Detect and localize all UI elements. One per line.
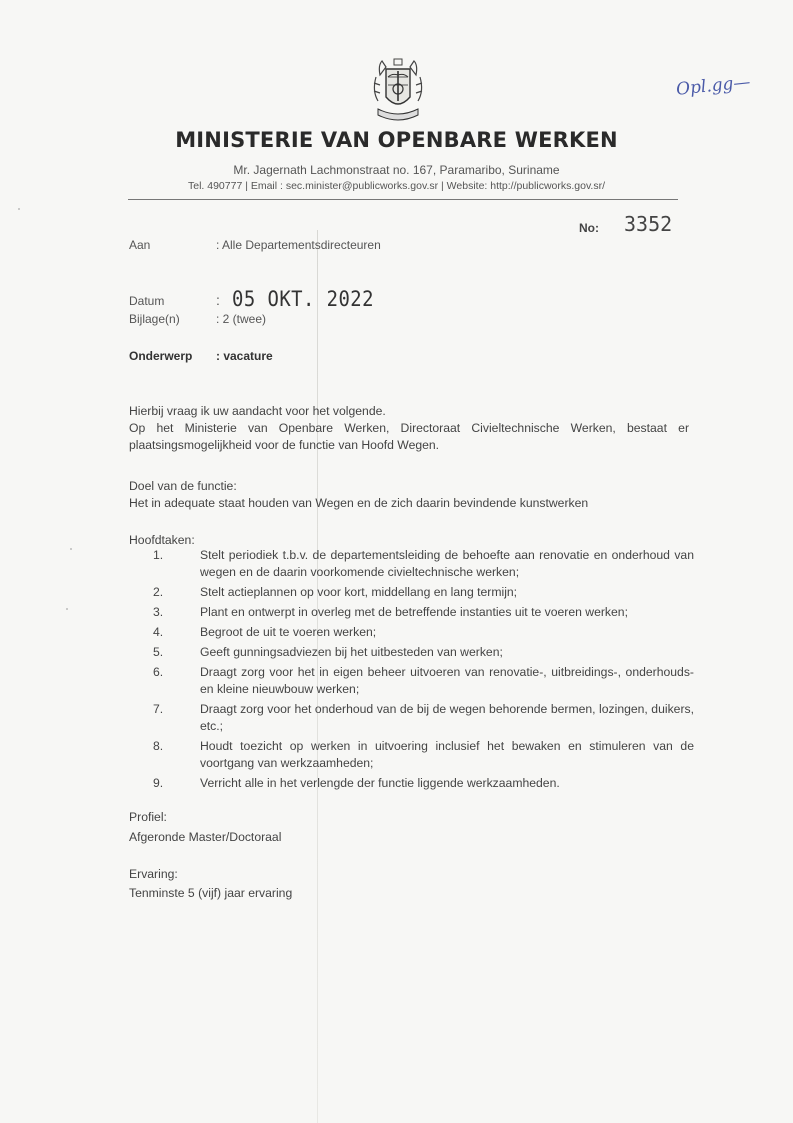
reference-number: 3352 bbox=[624, 212, 673, 236]
experience-text: Tenminste 5 (vijf) jaar ervaring bbox=[129, 886, 293, 900]
task-item: 7. Draagt zorg voor het onderhoud van de bij de wegen behorende bermen, lozingen, duikers, etc.; bbox=[153, 702, 694, 733]
scan-speck bbox=[70, 548, 72, 550]
coat-of-arms-icon bbox=[368, 57, 428, 127]
task-item: 4. Begroot de uit te voeren werken; bbox=[153, 625, 377, 639]
date-label: Datum bbox=[129, 294, 165, 308]
reference-label: No: bbox=[579, 221, 599, 235]
subject-label: Onderwerp bbox=[129, 349, 193, 363]
purpose-text: Het in adequate staat houden van Wegen en de zich daarin bevindende kunstwerken bbox=[129, 496, 589, 510]
profile-heading: Profiel: bbox=[129, 810, 167, 824]
to-value: : Alle Departementsdirecteuren bbox=[216, 238, 381, 252]
experience-heading: Ervaring: bbox=[129, 867, 178, 881]
tasks-heading: Hoofdtaken: bbox=[129, 533, 195, 547]
date-colon: : bbox=[216, 292, 220, 308]
scan-speck bbox=[18, 208, 20, 210]
task-item: 2. Stelt actieplannen op voor kort, middellang en lang termijn; bbox=[153, 585, 518, 599]
task-item: 3. Plant en ontwerpt in overleg met de betreffende instanties uit te voeren werken; bbox=[153, 605, 628, 619]
intro-line-1: Hierbij vraag ik uw aandacht voor het volgende. bbox=[129, 404, 386, 418]
to-label: Aan bbox=[129, 238, 151, 252]
task-item: 5. Geeft gunningsadviezen bij het uitbesteden van werken; bbox=[153, 645, 503, 659]
scan-speck bbox=[66, 608, 68, 610]
task-item: 1. Stelt periodiek t.b.v. de departementsleiding de behoefte aan renovatie en onderhoud van wegen en de daarin voorkomende civieltechnische werken; bbox=[153, 548, 694, 579]
intro-line-2: Op het Ministerie van Openbare Werken, Directoraat Civieltechnische Werken, bestaat er plaatsingsmogelijkheid voor de functie van Hoofd Wegen. bbox=[129, 421, 689, 452]
subject-value: : vacature bbox=[216, 349, 273, 363]
ministry-address: Mr. Jagernath Lachmonstraat no. 167, Paramaribo, Suriname bbox=[233, 163, 560, 177]
profile-text: Afgeronde Master/Doctoraal bbox=[129, 830, 282, 844]
purpose-heading: Doel van de functie: bbox=[129, 479, 237, 493]
ministry-contact: Tel. 490777 | Email : sec.minister@publicworks.gov.sr | Website: http://publicworks.gov.sr/ bbox=[187, 180, 606, 192]
task-item: 8. Houdt toezicht op werken in uitvoering inclusief het bewaken en stimuleren van de voortgang van werkzaamheden; bbox=[153, 739, 694, 770]
date-stamp: 05 OKT. 2022 bbox=[232, 287, 374, 311]
header-divider bbox=[128, 199, 678, 200]
attachment-value: : 2 (twee) bbox=[216, 312, 267, 326]
task-item: 9. Verricht alle in het verlengde der functie liggende werkzaamheden. bbox=[153, 776, 560, 790]
handwritten-note: Opl.gg— bbox=[675, 72, 752, 100]
tasks-list bbox=[129, 547, 694, 795]
task-item: 6. Draagt zorg voor het in eigen beheer uitvoeren van renovatie-, uitbreidings-, onderhouds- en kleine nieuwbouw werken; bbox=[153, 665, 694, 696]
ministry-title: MINISTERIE VAN OPENBARE WERKEN bbox=[175, 128, 618, 152]
attachment-label: Bijlage(n) bbox=[129, 312, 180, 326]
